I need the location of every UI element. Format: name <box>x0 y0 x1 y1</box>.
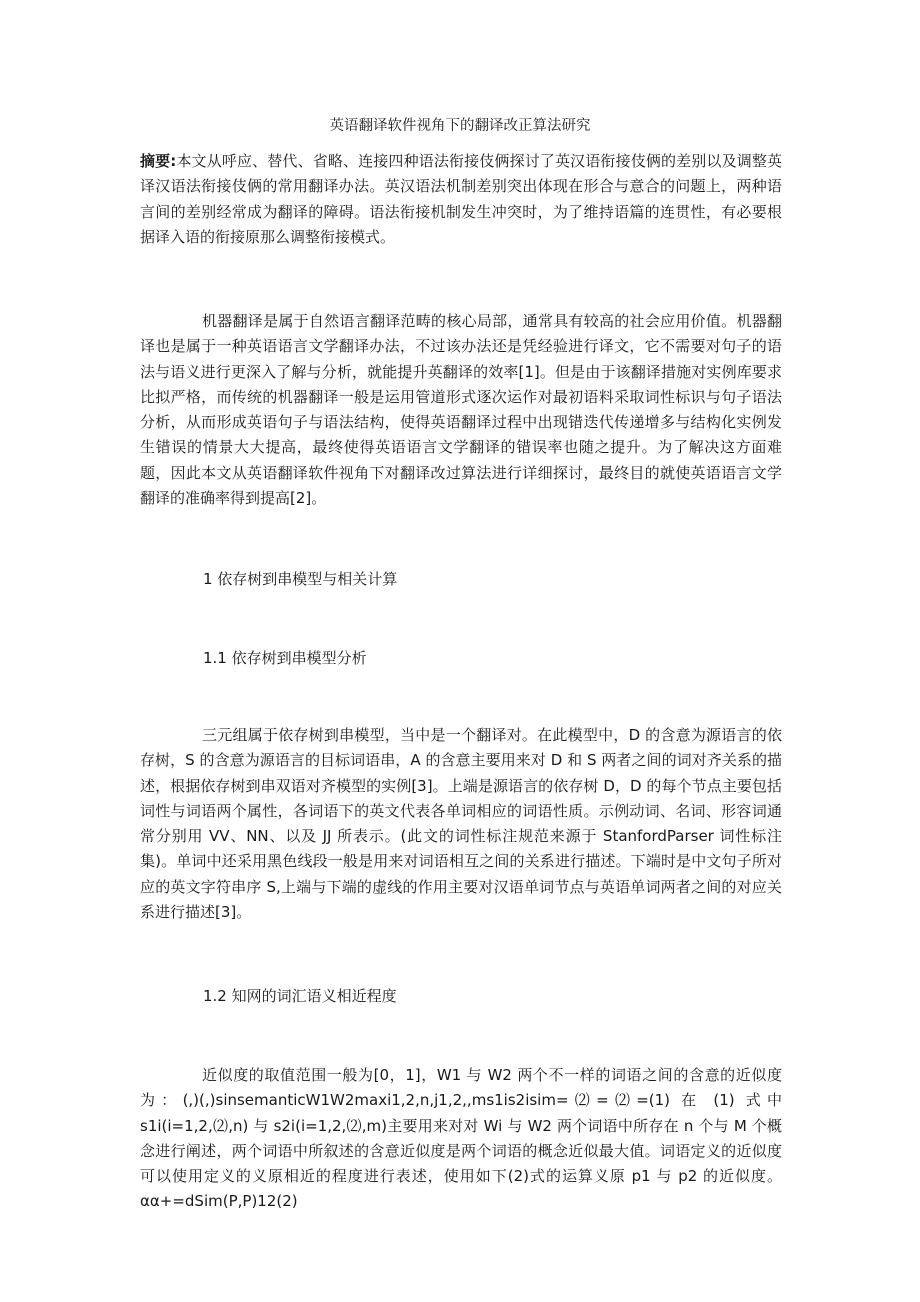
section-1-heading: 1 依存树到串模型与相关计算 <box>203 570 398 588</box>
section-1-2-heading: 1.2 知网的词汇语义相近程度 <box>203 987 397 1005</box>
abstract-block <box>140 149 782 250</box>
intro-paragraph: 机器翻译是属于自然语言翻译范畴的核心局部，通常具有较高的社会应用价值。机器翻译也是属于一种英语语言文学翻译办法，不过该办法还是凭经验进行译文，它不需要对句子的语法与语义进行更深入了解与分析，就能提升英翻译的效率[1]。但是由于该翻译措施对实例库要求比拟严格，而传统的机器翻译一般是运用管道形式逐次运作对最初语料采取词性标识与句子语法分析，从而形成英语句子与语法结构，使得英语翻译过程中出现错迭代传递增多与结构化实例发生错误的情景大大提高，最终使得英语语言文学翻译的错误率也随之提升。为了解决这方面难题，因此本文从英语翻译软件视角下对翻译改过算法进行详细探讨，最终目的就使英语语言文学翻译的准确率得到提高[2]。 <box>140 312 782 508</box>
document-title: 英语翻译软件视角下的翻译改正算法研究 <box>329 118 591 134</box>
abstract-label: 摘要: <box>140 152 177 170</box>
section-1-1-heading: 1.1 依存树到串模型分析 <box>203 649 367 667</box>
abstract-text: 本文从呼应、替代、省略、连接四种语法衔接伎俩探讨了英汉语衔接伎俩的差别以及调整英译汉语法衔接伎俩的常用翻译办法。英汉语法机制差别突出体现在形合与意合的问题上，两种语言间的差别经常成为翻译的障碍。语法衔接机制发生冲突时，为了维持语篇的连贯性，有必要根据译入语的衔接原那么调整衔接模式。 <box>140 152 783 246</box>
section-1-2-paragraph: 近似度的取值范围一般为[0，1]，W1 与 W2 两个不一样的词语之间的含意的近似度为：(,)(,)sinsemanticW1W2maxi1,2,n,j1,2,,ms1is2isim=⑵=⑵=(1) 在 (1) 式中 s1i(i=1,2,⑵,n) 与 s2i(i=1,2,⑵,m)主要用来对对 Wi 与 W2 两个词语中所存在 n 个与 M 个概念进行阐述，两个词语中所叙述的含意近似度是两个词语的概念近似最大值。词语定义的近似度可以使用定义的义原相近的程度进行表述，使用如下(2)式的运算义原 p1 与 p2 的近似度。αα+=dSim(P,P)12(2) <box>140 1066 782 1211</box>
section-1-1-paragraph: 三元组属于依存树到串模型，当中是一个翻译对。在此模型中，D 的含意为源语言的依存树，S 的含意为源语言的目标词语串，A 的含意主要用来对 D 和 S 两者之间的词对齐关系的描述，根据依存树到串双语对齐模型的实例[3]。上端是源语言的依存树 D，D 的每个节点主要包括词性与词语两个属性，各词语下的英文代表各单词相应的词语性质。示例动词、名词、形容词通常分别用 VV、NN、以及 JJ 所表示。(此文的词性标注规范来源于 StanfordParser 词性标注集)。单词中还采用黑色线段一般是用来对词语相互之间的关系进行描述。下端时是中文句子所对应的英文字符串序 S,上端与下端的虚线的作用主要对汉语单词节点与英语单词两者之间的对应关系进行描述[3]。 <box>140 726 782 922</box>
